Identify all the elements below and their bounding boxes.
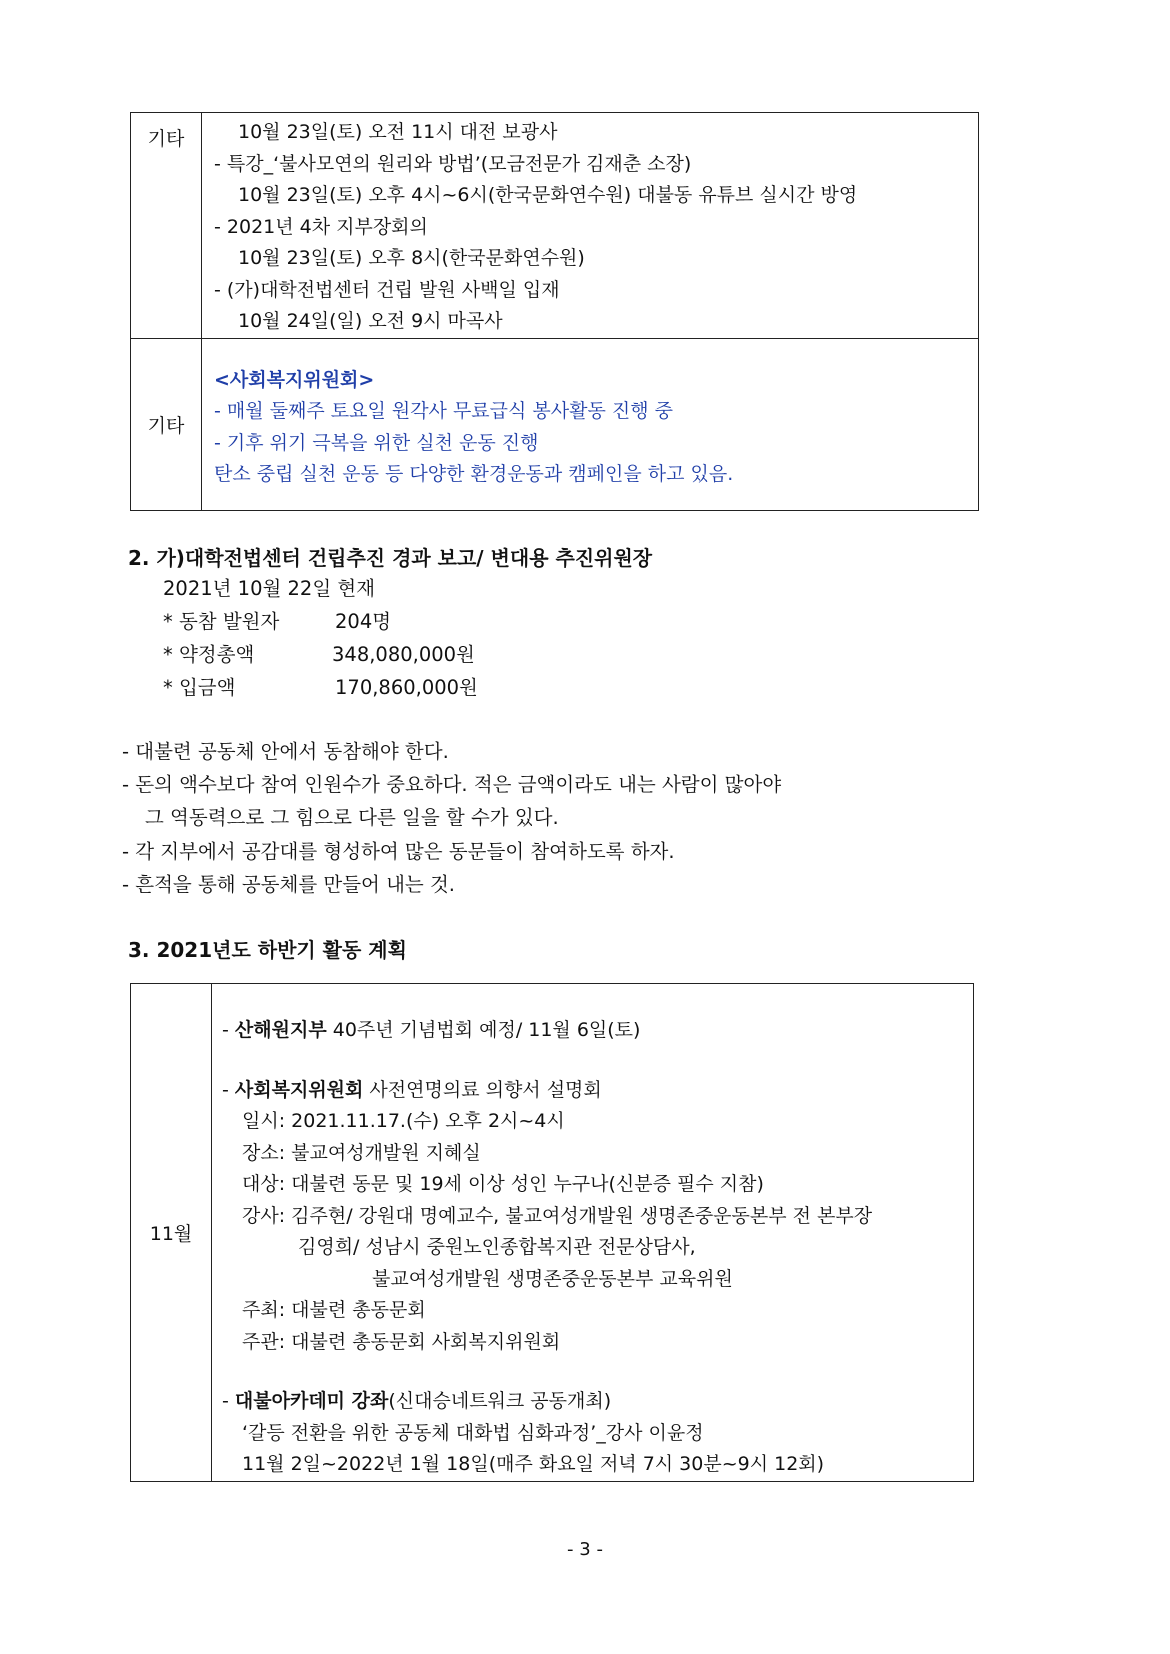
bullet-line: - 각 지부에서 공감대를 형성하여 많은 동문들이 참여하도록 하자. (122, 840, 675, 863)
page-number: - 3 - (567, 1539, 603, 1560)
detail-line: 11월 2일~2022년 1월 18일(매주 화요일 저녁 7시 30분~9시 12회) (242, 1453, 825, 1475)
detail-line: 장소: 불교여성개발원 지혜실 (242, 1141, 481, 1164)
event-line: 10월 23일(토) 오전 11시 대전 보광사 (238, 121, 558, 143)
stat-value: 170,860,000원 (335, 676, 478, 699)
stat-value: 348,080,000원 (332, 643, 475, 666)
event-line: - 2021년 4차 지부장회의 (214, 215, 428, 238)
detail-line: 김영희/ 성남시 중원노인종합복지관 전문상담사, (298, 1236, 696, 1258)
stat-label: * 동참 발원자 (163, 610, 280, 633)
detail-line: 주관: 대불련 총동문회 사회복지위원회 (242, 1330, 561, 1353)
event-line: 10월 24일(일) 오전 9시 마곡사 (238, 310, 503, 332)
detail-line: 주최: 대불련 총동문회 (242, 1299, 426, 1321)
bullet-line: - 돈의 액수보다 참여 인원수가 중요하다. 적은 금액이라도 내는 사람이 많아야 (122, 773, 782, 796)
detail-line: 강사: 김주현/ 강원대 명예교수, 불교여성개발원 생명존중운동본부 전 본부장 (242, 1204, 873, 1227)
event-line: - 특강_‘불사모연의 원리와 방법’(모금전문가 김재춘 소장) (214, 152, 692, 175)
committee-heading: <사회복지위원회> (214, 368, 375, 391)
table-row-content-2 (202, 338, 979, 510)
detail-line: 일시: 2021.11.17.(수) 오후 2시~4시 (242, 1110, 565, 1132)
bullet-line: 그 역동력으로 그 힘으로 다른 일을 할 수가 있다. (145, 806, 559, 829)
status-date: 2021년 10월 22일 현재 (163, 577, 376, 600)
detail-line: 불교여성개발원 생명존중운동본부 교육위원 (372, 1267, 733, 1290)
bullet-line: - 흔적을 통해 공동체를 만들어 내는 것. (122, 873, 455, 896)
section-2-title: 2. 가)대학전법센터 건립추진 경과 보고/ 변대용 추진위원장 (128, 546, 653, 570)
table-row-label-2: 기타 (131, 338, 202, 510)
month-label: 11월 (131, 984, 212, 1482)
detail-line: ‘갈등 전환을 위한 공동체 대화법 심화과정’_강사 이윤정 (242, 1421, 704, 1444)
stat-label: * 약정총액 (163, 643, 255, 666)
plan-content (212, 984, 974, 1482)
plan-item-1: - 산해원지부 40주년 기념법회 예정/ 11월 6일(토) (222, 1019, 641, 1041)
plan-item-2: - 사회복지위원회 사전연명의료 의향서 설명회 (222, 1078, 602, 1101)
bullet-line: - 대불련 공동체 안에서 동참해야 한다. (122, 740, 449, 763)
committee-line: - 매월 둘째주 토요일 원각사 무료급식 봉사활동 진행 중 (214, 400, 673, 422)
event-line: 10월 23일(토) 오후 8시(한국문화연수원) (238, 247, 585, 269)
plan-item-3: - 대불아카데미 강좌(신대승네트워크 공동개최) (222, 1390, 612, 1412)
stat-label: * 입금액 (163, 676, 236, 699)
section-3-title: 3. 2021년도 하반기 활동 계획 (128, 938, 407, 962)
detail-line: 대상: 대불련 동문 및 19세 이상 성인 누구나(신분증 필수 지참) (242, 1173, 764, 1195)
table-row-label-1: 기타 (131, 113, 202, 339)
plan-table (130, 983, 974, 1482)
activity-table-top (130, 112, 979, 511)
committee-line: - 기후 위기 극복을 위한 실천 운동 진행 (214, 431, 539, 454)
event-line: 10월 23일(토) 오후 4시~6시(한국문화연수원) 대불동 유튜브 실시간 방영 (238, 184, 858, 206)
stat-value: 204명 (335, 610, 392, 633)
committee-line: 탄소 중립 실천 운동 등 다양한 환경운동과 캠페인을 하고 있음. (214, 463, 734, 485)
event-line: - (가)대학전법센터 건립 발원 사백일 입재 (214, 278, 560, 301)
table-row-content-1 (202, 113, 979, 339)
